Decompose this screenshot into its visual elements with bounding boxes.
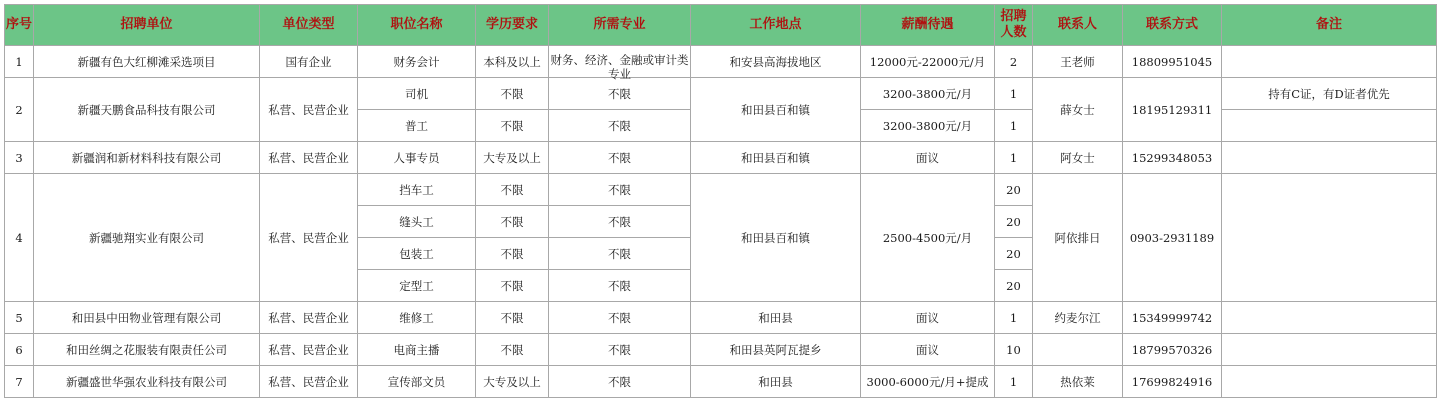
cell-position[interactable]: 挡车工 bbox=[358, 174, 476, 206]
table-row bbox=[5, 78, 1437, 110]
header-major[interactable]: 所需专业 bbox=[549, 5, 691, 46]
cell-seq[interactable]: 2 bbox=[5, 78, 34, 142]
cell-headcount[interactable]: 1 bbox=[995, 302, 1033, 334]
header-location[interactable]: 工作地点 bbox=[691, 5, 861, 46]
header-salary[interactable]: 薪酬待遇 bbox=[861, 5, 995, 46]
cell-seq[interactable]: 6 bbox=[5, 334, 34, 366]
cell-seq[interactable]: 4 bbox=[5, 174, 34, 302]
recruitment-table bbox=[4, 4, 1437, 398]
cell-salary[interactable]: 12000元-22000元/月 bbox=[861, 46, 995, 78]
cell-position[interactable]: 包装工 bbox=[358, 238, 476, 270]
cell-salary[interactable]: 面议 bbox=[861, 334, 995, 366]
cell-headcount[interactable]: 1 bbox=[995, 366, 1033, 398]
header-remark[interactable]: 备注 bbox=[1222, 5, 1437, 46]
header-position[interactable]: 职位名称 bbox=[358, 5, 476, 46]
cell-unit-type[interactable]: 私营、民营企业 bbox=[260, 334, 358, 366]
cell-phone[interactable]: 0903-2931189 bbox=[1123, 174, 1222, 302]
cell-major[interactable]: 不限 bbox=[549, 206, 691, 238]
cell-company[interactable]: 新疆驰翔实业有限公司 bbox=[34, 174, 260, 302]
cell-position[interactable]: 人事专员 bbox=[358, 142, 476, 174]
cell-company[interactable]: 和田丝绸之花服装有限责任公司 bbox=[34, 334, 260, 366]
header-education[interactable]: 学历要求 bbox=[476, 5, 549, 46]
cell-location[interactable]: 和田县百和镇 bbox=[691, 142, 861, 174]
cell-contact[interactable] bbox=[1033, 334, 1123, 366]
cell-company[interactable]: 和田县中田物业管理有限公司 bbox=[34, 302, 260, 334]
table-row bbox=[5, 174, 1437, 206]
cell-remark[interactable] bbox=[1222, 334, 1437, 366]
cell-education[interactable]: 不限 bbox=[476, 174, 549, 206]
cell-unit-type[interactable]: 私营、民营企业 bbox=[260, 174, 358, 302]
cell-remark[interactable] bbox=[1222, 174, 1437, 302]
header-row bbox=[5, 5, 1437, 46]
cell-position[interactable]: 普工 bbox=[358, 110, 476, 142]
table-row bbox=[5, 334, 1437, 366]
cell-location[interactable]: 和田县百和镇 bbox=[691, 174, 861, 302]
cell-phone[interactable]: 18799570326 bbox=[1123, 334, 1222, 366]
cell-contact[interactable]: 约麦尔江 bbox=[1033, 302, 1123, 334]
cell-phone[interactable]: 18809951045 bbox=[1123, 46, 1222, 78]
cell-position[interactable]: 宣传部文员 bbox=[358, 366, 476, 398]
cell-location[interactable]: 和田县 bbox=[691, 302, 861, 334]
cell-location[interactable]: 和田县英阿瓦提乡 bbox=[691, 334, 861, 366]
cell-remark[interactable] bbox=[1222, 142, 1437, 174]
cell-position[interactable]: 司机 bbox=[358, 78, 476, 110]
cell-unit-type[interactable]: 私营、民营企业 bbox=[260, 302, 358, 334]
cell-headcount[interactable]: 20 bbox=[995, 206, 1033, 238]
cell-company[interactable]: 新疆盛世华强农业科技有限公司 bbox=[34, 366, 260, 398]
cell-unit-type[interactable]: 私营、民营企业 bbox=[260, 142, 358, 174]
cell-education[interactable]: 本科及以上 bbox=[476, 46, 549, 78]
cell-major[interactable] bbox=[549, 46, 691, 81]
cell-headcount[interactable]: 1 bbox=[995, 110, 1033, 142]
cell-education[interactable]: 不限 bbox=[476, 110, 549, 142]
cell-seq[interactable]: 3 bbox=[5, 142, 34, 174]
cell-remark[interactable] bbox=[1222, 110, 1437, 142]
cell-headcount[interactable]: 20 bbox=[995, 238, 1033, 270]
cell-education[interactable]: 不限 bbox=[476, 270, 549, 302]
cell-remark[interactable]: 持有C证，有D证者优先 bbox=[1222, 78, 1437, 110]
cell-unit-type[interactable]: 私营、民营企业 bbox=[260, 366, 358, 398]
cell-major[interactable]: 不限 bbox=[549, 302, 691, 334]
cell-education[interactable]: 大专及以上 bbox=[476, 142, 549, 174]
cell-salary[interactable]: 2500-4500元/月 bbox=[861, 174, 995, 302]
cell-contact[interactable]: 王老师 bbox=[1033, 46, 1123, 78]
cell-unit-type[interactable]: 私营、民营企业 bbox=[260, 78, 358, 142]
cell-education[interactable]: 不限 bbox=[476, 334, 549, 366]
cell-location[interactable]: 和安县高海拔地区 bbox=[691, 46, 861, 78]
cell-contact[interactable]: 薛女士 bbox=[1033, 78, 1123, 142]
cell-education[interactable]: 不限 bbox=[476, 78, 549, 110]
cell-seq[interactable]: 5 bbox=[5, 302, 34, 334]
table-row bbox=[5, 302, 1437, 334]
table-row bbox=[5, 46, 1437, 78]
cell-seq[interactable]: 7 bbox=[5, 366, 34, 398]
cell-company[interactable]: 新疆润和新材料科技有限公司 bbox=[34, 142, 260, 174]
cell-education[interactable]: 不限 bbox=[476, 206, 549, 238]
cell-major[interactable]: 不限 bbox=[549, 238, 691, 270]
cell-headcount[interactable]: 1 bbox=[995, 142, 1033, 174]
cell-major[interactable]: 不限 bbox=[549, 174, 691, 206]
cell-location[interactable]: 和田县百和镇 bbox=[691, 78, 861, 142]
header-contact[interactable]: 联系人 bbox=[1033, 5, 1123, 46]
cell-major[interactable]: 不限 bbox=[549, 142, 691, 174]
cell-major[interactable]: 不限 bbox=[549, 78, 691, 110]
cell-salary[interactable]: 3200-3800元/月 bbox=[861, 78, 995, 110]
cell-headcount[interactable]: 20 bbox=[995, 270, 1033, 302]
cell-company[interactable]: 新疆有色大红柳滩采选项目 bbox=[34, 46, 260, 78]
cell-education[interactable]: 大专及以上 bbox=[476, 366, 549, 398]
header-unit-type[interactable]: 单位类型 bbox=[260, 5, 358, 46]
cell-location[interactable]: 和田县 bbox=[691, 366, 861, 398]
cell-headcount[interactable]: 10 bbox=[995, 334, 1033, 366]
cell-position[interactable]: 定型工 bbox=[358, 270, 476, 302]
cell-contact[interactable]: 热依莱 bbox=[1033, 366, 1123, 398]
cell-major[interactable]: 不限 bbox=[549, 334, 691, 366]
cell-salary[interactable]: 3200-3800元/月 bbox=[861, 110, 995, 142]
cell-headcount[interactable]: 1 bbox=[995, 78, 1033, 110]
cell-position[interactable]: 电商主播 bbox=[358, 334, 476, 366]
cell-phone[interactable]: 15349999742 bbox=[1123, 302, 1222, 334]
table-row bbox=[5, 142, 1437, 174]
cell-position[interactable]: 缝头工 bbox=[358, 206, 476, 238]
cell-phone[interactable]: 17699824916 bbox=[1123, 366, 1222, 398]
header-seq[interactable]: 序号 bbox=[5, 5, 34, 46]
cell-position[interactable]: 财务会计 bbox=[358, 46, 476, 78]
cell-company[interactable]: 新疆天鹏食品科技有限公司 bbox=[34, 78, 260, 142]
cell-position[interactable]: 维修工 bbox=[358, 302, 476, 334]
cell-salary[interactable]: 面议 bbox=[861, 302, 995, 334]
cell-major[interactable]: 不限 bbox=[549, 110, 691, 142]
cell-education[interactable]: 不限 bbox=[476, 238, 549, 270]
cell-remark[interactable] bbox=[1222, 46, 1437, 78]
cell-contact[interactable]: 阿女士 bbox=[1033, 142, 1123, 174]
cell-education[interactable]: 不限 bbox=[476, 302, 549, 334]
cell-seq[interactable]: 1 bbox=[5, 46, 34, 78]
table-row bbox=[5, 366, 1437, 398]
cell-headcount[interactable]: 20 bbox=[995, 174, 1033, 206]
cell-major[interactable]: 不限 bbox=[549, 270, 691, 302]
cell-headcount[interactable]: 2 bbox=[995, 46, 1033, 78]
cell-major[interactable]: 不限 bbox=[549, 366, 691, 398]
cell-remark[interactable] bbox=[1222, 366, 1437, 398]
cell-contact[interactable]: 阿依排日 bbox=[1033, 174, 1123, 302]
cell-phone[interactable]: 18195129311 bbox=[1123, 78, 1222, 142]
cell-salary[interactable]: 面议 bbox=[861, 142, 995, 174]
cell-phone[interactable]: 15299348053 bbox=[1123, 142, 1222, 174]
header-company[interactable]: 招聘单位 bbox=[34, 5, 260, 46]
cell-unit-type[interactable]: 国有企业 bbox=[260, 46, 358, 78]
cell-remark[interactable] bbox=[1222, 302, 1437, 334]
cell-salary[interactable]: 3000-6000元/月+提成 bbox=[861, 366, 995, 398]
header-phone[interactable]: 联系方式 bbox=[1123, 5, 1222, 46]
cell-major-text: 财务、经济、金融或审计类专业 bbox=[550, 52, 689, 81]
header-headcount[interactable]: 招聘人数 bbox=[995, 5, 1033, 46]
